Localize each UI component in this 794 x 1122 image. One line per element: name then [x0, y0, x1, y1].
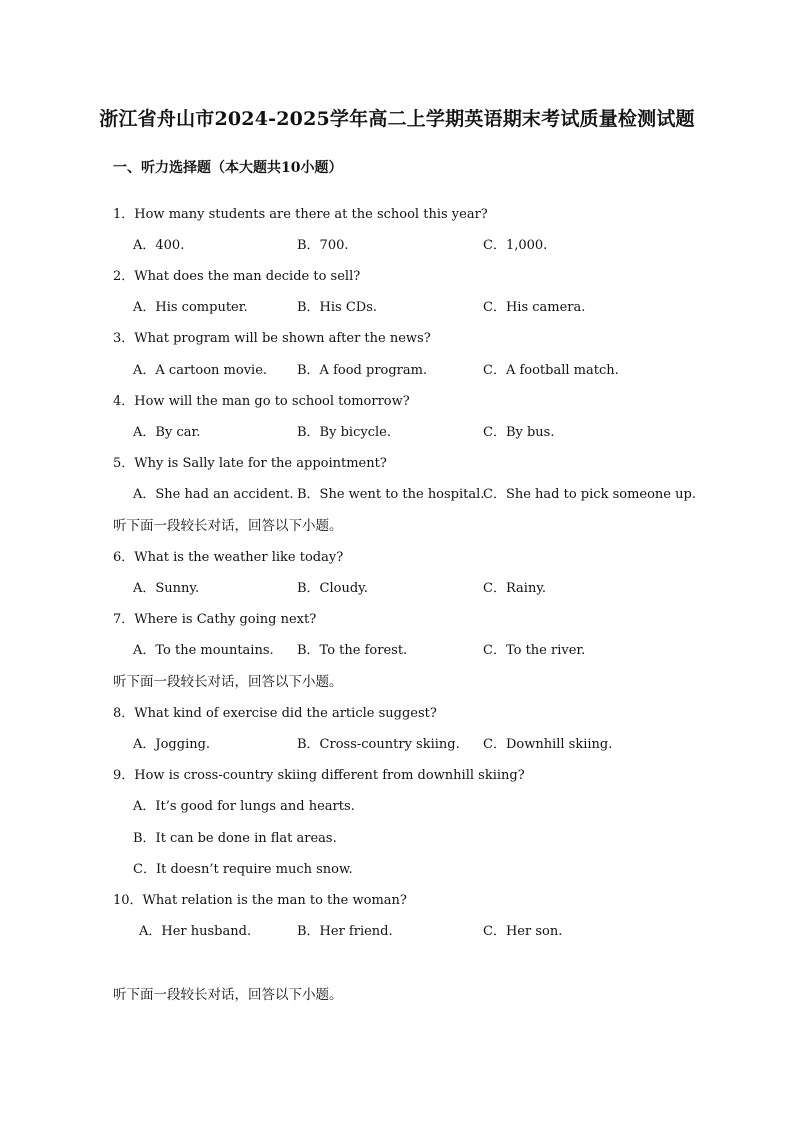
q8-option-a: A．Jogging.	[133, 737, 211, 752]
question-4: 4．How will the man go to school tomorrow?	[113, 394, 410, 409]
dialogue-instruction: 听下面一段较长对话，回答以下小题。	[113, 518, 343, 534]
section-heading: 一、听力选择题（本大题共10小题）	[113, 160, 343, 176]
q7-option-c: C．To the river.	[483, 643, 586, 658]
q4-option-b: B．By bicycle.	[297, 425, 391, 440]
question-2: 2．What does the man decide to sell?	[113, 269, 361, 284]
q3-option-b: B．A food program.	[297, 363, 428, 378]
q4-option-c: C．By bus.	[483, 425, 555, 440]
q5-option-b: B．She went to the hospital.	[297, 487, 485, 502]
q1-option-a: A．400.	[133, 238, 185, 253]
question-5: 5．Why is Sally late for the appointment?	[113, 456, 387, 471]
q2-option-c: C．His camera.	[483, 300, 586, 315]
q10-option-b: B．Her friend.	[297, 924, 393, 939]
q7-option-a: A．To the mountains.	[133, 643, 274, 658]
q10-option-c: C．Her son.	[483, 924, 563, 939]
q9-option-b: B．It can be done in flat areas.	[133, 831, 337, 846]
q9-option-c: C．It doesn’t require much snow.	[133, 862, 353, 877]
q4-option-a: A．By car.	[133, 425, 201, 440]
q8-option-b: B．Cross-country skiing.	[297, 737, 460, 752]
q2-option-a: A．His computer.	[133, 300, 248, 315]
q9-option-a: A．It’s good for lungs and hearts.	[133, 799, 355, 814]
document-title: 浙江省舟山市2024-2025学年高二上学期英语期末考试质量检测试题	[99, 108, 695, 130]
q5-option-c: C．She had to pick someone up.	[483, 487, 696, 502]
q7-option-b: B．To the forest.	[297, 643, 408, 658]
question-6: 6．What is the weather like today?	[113, 550, 344, 565]
question-7: 7．Where is Cathy going next?	[113, 612, 317, 627]
q6-option-b: B．Cloudy.	[297, 581, 368, 596]
dialogue-instruction: 听下面一段较长对话，回答以下小题。	[113, 674, 343, 690]
q6-option-a: A．Sunny.	[133, 581, 200, 596]
question-10: 10．What relation is the man to the woman?	[113, 893, 407, 908]
q2-option-b: B．His CDs.	[297, 300, 378, 315]
question-9: 9．How is cross-country skiing different from downhill skiing?	[113, 768, 525, 783]
q1-option-b: B．700.	[297, 238, 349, 253]
question-1: 1．How many students are there at the school this year?	[113, 207, 488, 222]
q8-option-c: C．Downhill skiing.	[483, 737, 613, 752]
q5-option-a: A．She had an accident.	[133, 487, 294, 502]
q10-option-a: A．Her husband.	[139, 924, 252, 939]
dialogue-instruction: 听下面一段较长对话，回答以下小题。	[113, 987, 343, 1003]
q3-option-c: C．A football match.	[483, 363, 619, 378]
q1-option-c: C．1,000.	[483, 238, 548, 253]
q3-option-a: A．A cartoon movie.	[133, 363, 268, 378]
question-3: 3．What program will be shown after the news?	[113, 331, 431, 346]
q6-option-c: C．Rainy.	[483, 581, 547, 596]
question-8: 8．What kind of exercise did the article suggest?	[113, 706, 437, 721]
